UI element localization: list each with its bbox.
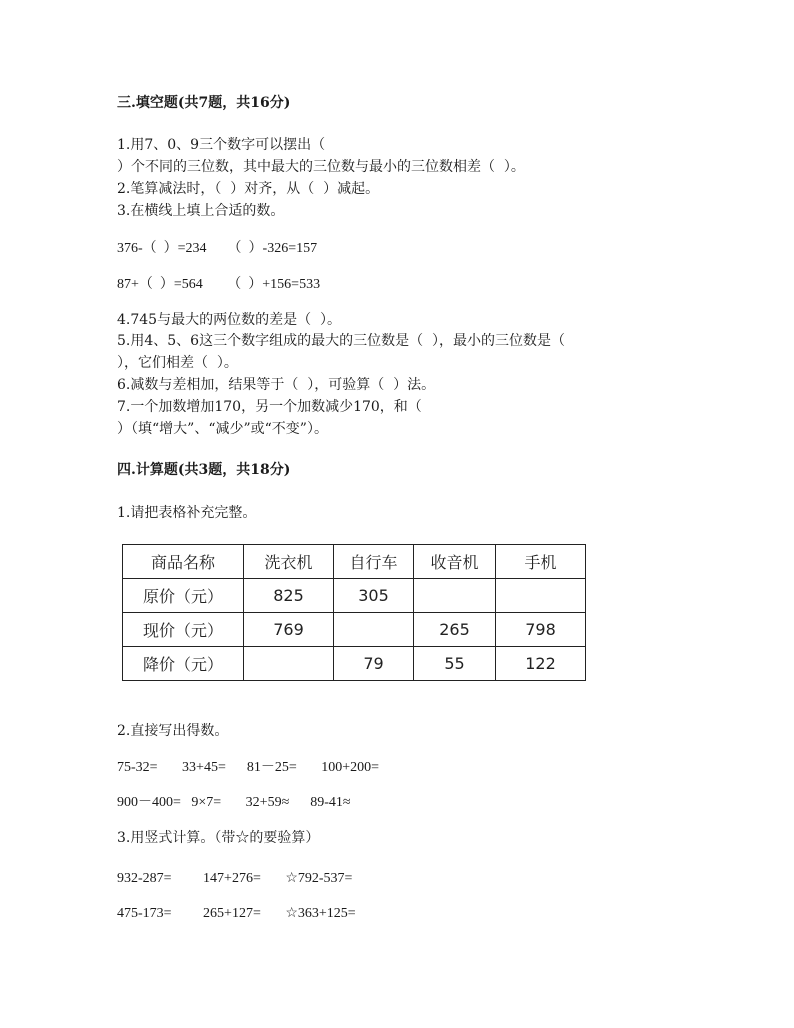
- table-header-cell: 洗衣机: [244, 545, 334, 579]
- price-table: [122, 544, 586, 681]
- q6-line: 6.减数与差相加，结果等于（ ），可验算（ ）法。: [117, 377, 436, 393]
- table-cell: 305: [334, 579, 414, 613]
- table-row-label: 原价（元）: [123, 579, 244, 613]
- q3-equations-2: 87+（ ）=564 （ ）+156=533: [117, 277, 321, 292]
- q5-line2: ），它们相差（ ）。: [117, 355, 238, 371]
- table-cell: 122: [496, 647, 586, 681]
- table-cell: 798: [496, 613, 586, 647]
- section3-title: 三.填空题(共7题，共16分): [117, 95, 291, 111]
- table-row: [123, 613, 586, 647]
- q3-equations-1: 376-（ ）=234 （ ）-326=157: [117, 241, 318, 256]
- table-header-cell: 收音机: [414, 545, 496, 579]
- q3-line: 3.在横线上填上合适的数。: [117, 203, 285, 219]
- table-cell: [244, 647, 334, 681]
- table-header-cell: 自行车: [334, 545, 414, 579]
- table-header-cell: 商品名称: [123, 545, 244, 579]
- calc-q2-row2: 900－400= 9×7= 32+59≈ 89-41≈: [117, 795, 351, 810]
- table-row-label: 现价（元）: [123, 613, 244, 647]
- q1-line2: ）个不同的三位数，其中最大的三位数与最小的三位数相差（ ）。: [117, 159, 525, 175]
- table-cell: [496, 579, 586, 613]
- table-header-cell: 手机: [496, 545, 586, 579]
- calc-q3-row2: 475-173= 265+127= ☆363+125=: [117, 906, 356, 921]
- table-cell: 55: [414, 647, 496, 681]
- calc-q2-row1: 75-32= 33+45= 81－25= 100+200=: [117, 760, 380, 775]
- calc-q1: 1.请把表格补充完整。: [117, 505, 257, 521]
- table-row: [123, 579, 586, 613]
- calc-q3: 3.用竖式计算。（带☆的要验算）: [117, 830, 320, 846]
- table-cell: 79: [334, 647, 414, 681]
- q1-line1: 1.用7、0、9三个数字可以摆出（: [117, 137, 326, 153]
- q5-line1: 5.用4、5、6这三个数字组成的最大的三位数是（ ），最小的三位数是（: [117, 333, 565, 349]
- table-cell: [414, 579, 496, 613]
- q4-line: 4.745与最大的两位数的差是（ ）。: [117, 312, 341, 328]
- table-cell: 265: [414, 613, 496, 647]
- table-row-label: 降价（元）: [123, 647, 244, 681]
- q7-line1: 7.一个加数增加170，另一个加数减少170，和（: [117, 399, 422, 415]
- table-cell: 825: [244, 579, 334, 613]
- table-cell: 769: [244, 613, 334, 647]
- calc-q2: 2.直接写出得数。: [117, 723, 229, 739]
- table-header-row: [123, 545, 586, 579]
- section4-title: 四.计算题(共3题，共18分): [117, 462, 291, 478]
- table-row: [123, 647, 586, 681]
- calc-q3-row1: 932-287= 147+276= ☆792-537=: [117, 871, 353, 886]
- q2-line: 2.笔算减法时，（ ）对齐，从（ ）减起。: [117, 181, 380, 197]
- q7-line2: ）（填“增大”、“减少”或“不变”）。: [117, 421, 328, 437]
- table-cell: [334, 613, 414, 647]
